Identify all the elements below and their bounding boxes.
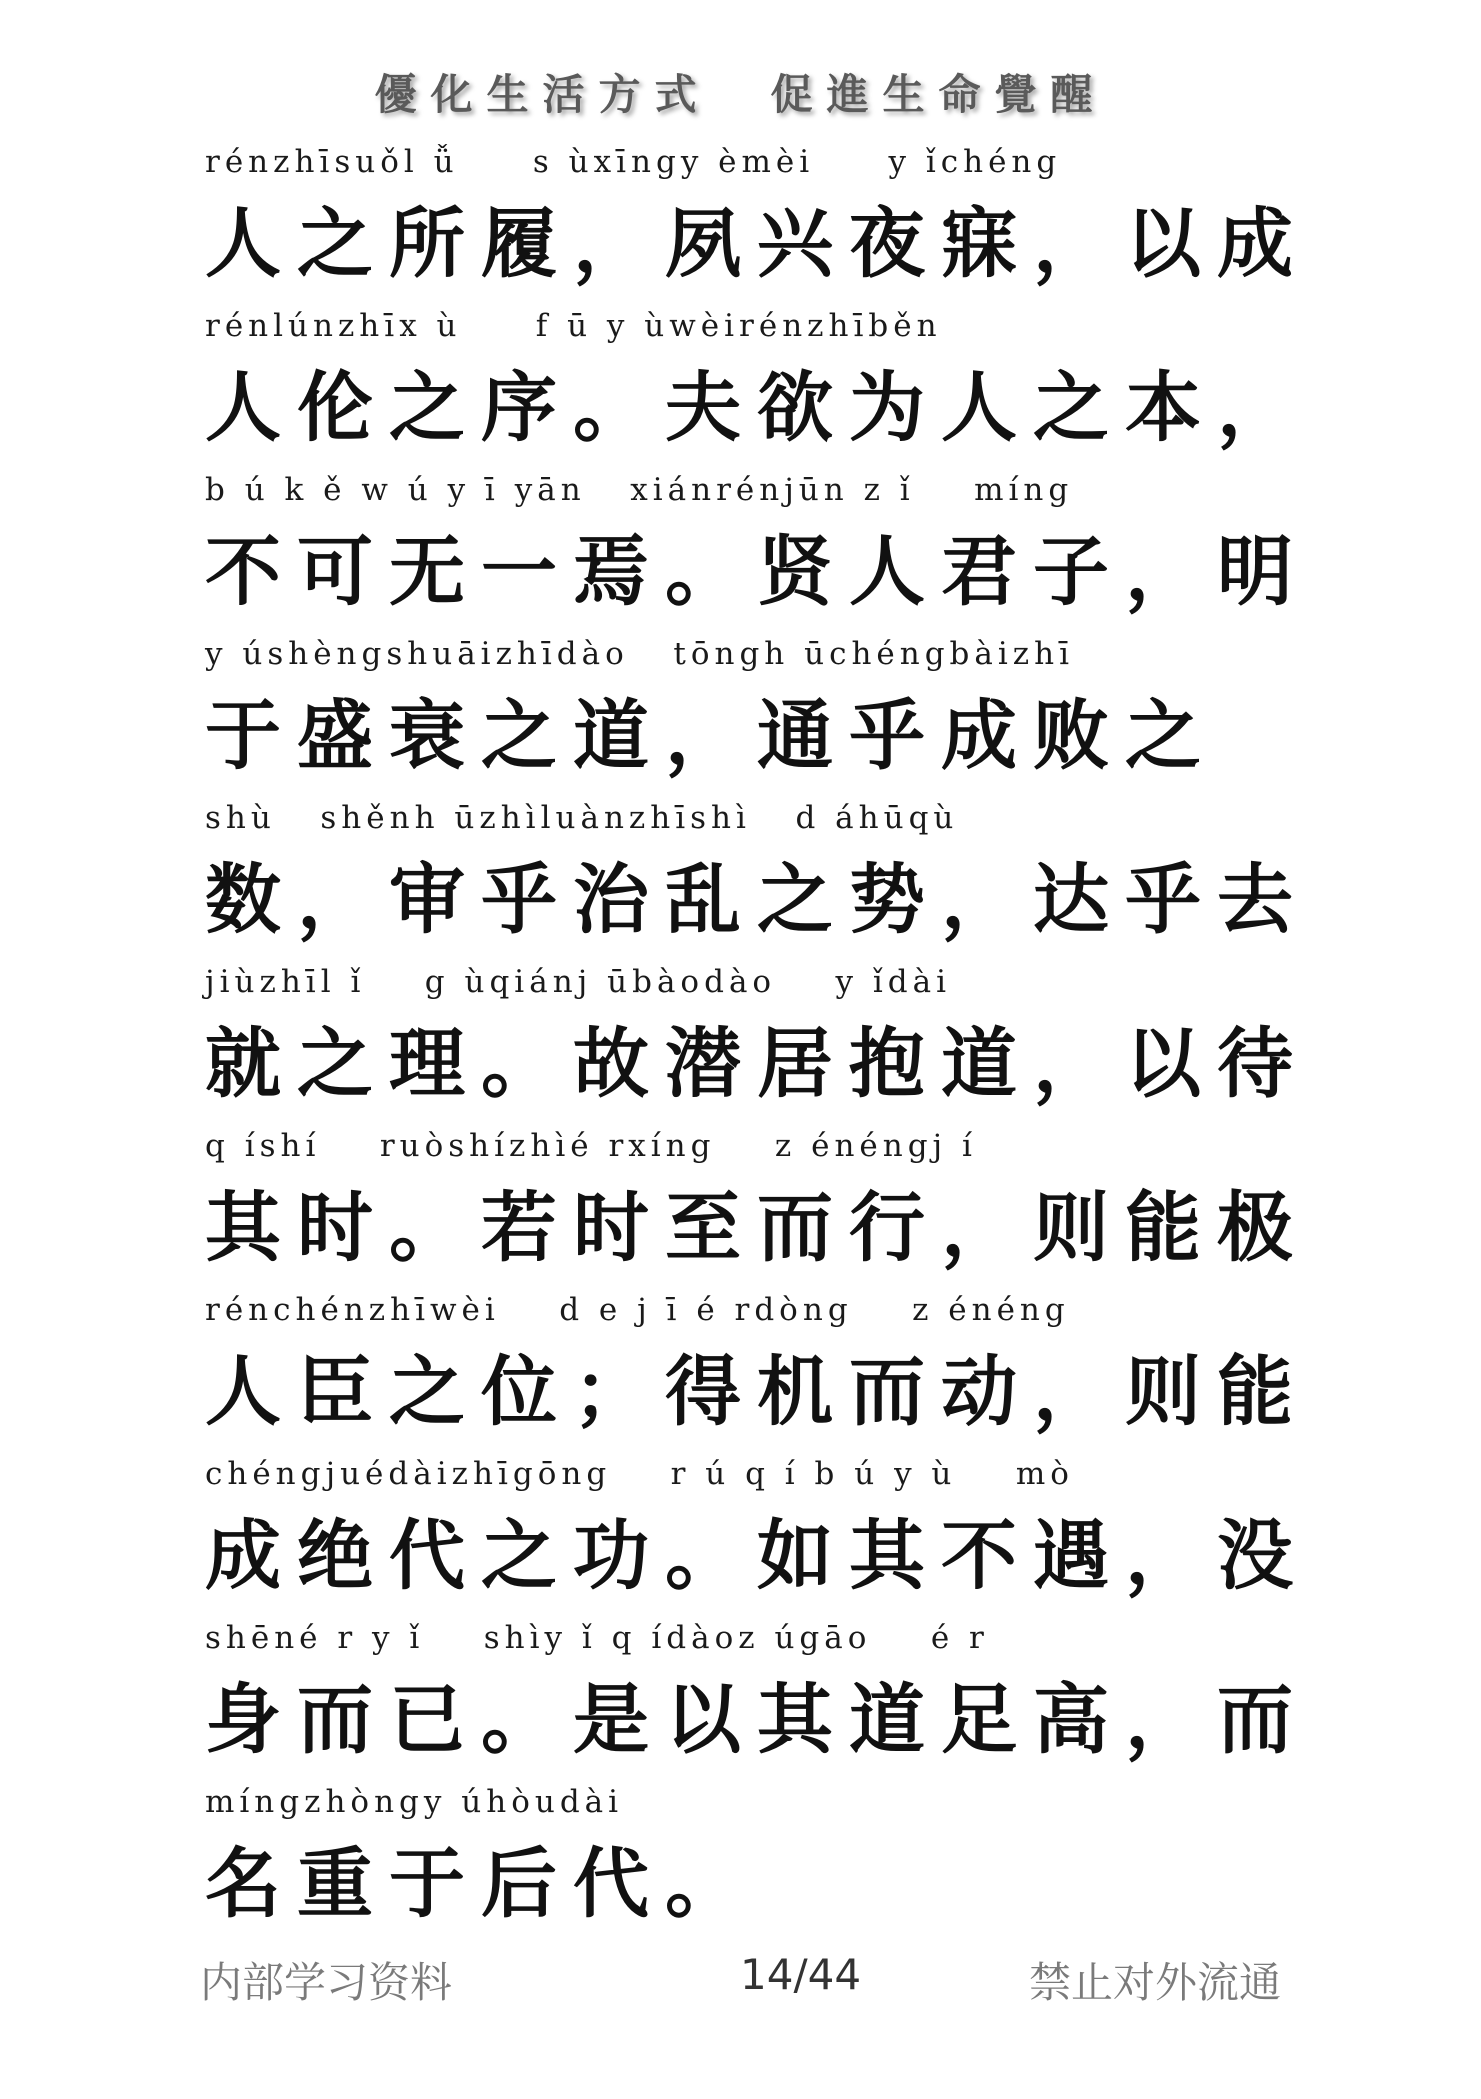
footer-right-note: 禁止对外流通 [1028,1958,1281,2007]
header-left-title: 優化生活方式 [374,70,711,119]
text-line [205,632,1305,796]
text-line [205,1288,1309,1452]
text-line [205,960,1309,1124]
text-line [205,140,1309,304]
pinyin-line: chéngjuédàizhīgōng r ú q í b ú y ù mò [205,1456,1074,1492]
text-line [205,468,1309,632]
pinyin-line: rénlúnzhīx ù f ū y ùwèirénzhīběn [205,308,942,344]
text-line [205,796,1309,960]
pinyin-line: shēné r y ǐ shìy ǐ q ídàoz úgāo é r [205,1620,989,1656]
footer-left-note: 内部学习资料 [200,1958,453,2007]
pinyin-line: q íshí ruòshízhìé rxíng z énéngj í [205,1128,977,1164]
hanzi-line: 于盛衰之道，通乎成败之 [205,691,1217,780]
page-footer [0,1950,1481,2010]
pinyin-line: rénchénzhīwèi d e j ī é rdòng z énéng [205,1292,1070,1328]
hanzi-line: 不可无一焉。贤人君子，明 [205,527,1309,616]
hanzi-line: 人伦之序。夫欲为人之本， [205,363,1309,452]
text-line [205,1452,1309,1616]
page-header [0,62,1481,122]
pinyin-line: y úshèngshuāizhīdào tōngh ūchéngbàizhī [205,636,1075,672]
text-line [205,1780,1305,1944]
hanzi-line: 成绝代之功。如其不遇，没 [205,1511,1309,1600]
hanzi-line: 就之理。故潜居抱道，以待 [205,1019,1309,1108]
hanzi-line: 人之所履，夙兴夜寐，以成 [205,199,1309,288]
pinyin-line: míngzhòngy úhòudài [205,1784,624,1820]
text-line [205,1124,1309,1288]
pinyin-line: rénzhīsuǒl ǚ s ùxīngy èmèi y ǐchéng [205,144,1062,180]
hanzi-line: 其时。若时至而行，则能极 [205,1183,1309,1272]
header-right-title: 促進生命覺醒 [770,70,1107,119]
hanzi-line: 数，审乎治乱之势，达乎去 [205,855,1309,944]
page-number: 14/44 [740,1950,862,1999]
hanzi-line: 名重于后代。 [205,1839,757,1928]
hanzi-line: 人臣之位；得机而动，则能 [205,1347,1309,1436]
text-line [205,304,1309,468]
pinyin-line: jiùzhīl ǐ g ùqiánj ūbàodào y ǐdài [205,964,952,1000]
text-body [205,140,1309,1944]
hanzi-line: 身而已。是以其道足高，而 [205,1675,1309,1764]
pinyin-line: b ú k ě w ú y ī yān xiánrénjūn z ǐ míng [205,472,1074,508]
text-line [205,1616,1309,1780]
pinyin-line: shù shěnh ūzhìluànzhīshì d áhūqù [205,800,959,836]
